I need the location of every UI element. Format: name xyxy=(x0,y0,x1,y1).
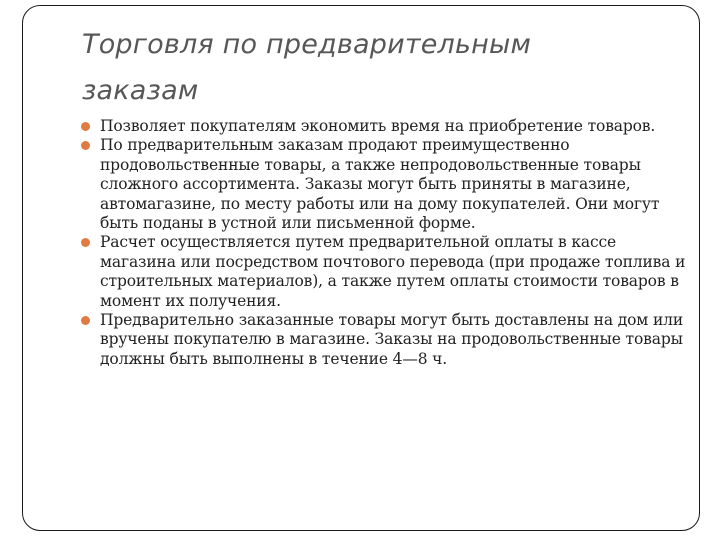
bullet-text: Позволяет покупателям экономить время на приобретение товаров. xyxy=(100,117,656,135)
bullet-item xyxy=(100,311,690,369)
bullet-text: По предварительным заказам продают преимущественно продовольственные товары, а также непродовольственные товары сложного ассортимента. Заказы могут быть приняты в магазине, автомагазине, по месту работы или на дому покупателей. Они могут быть поданы в устной или письменной форме. xyxy=(100,136,660,233)
bullet-text: Предварительно заказанные товары могут быть доставлены на дом или вручены покупателю в магазине. Заказы на продовольственные товары должны быть выполнены в течение 4—8 ч. xyxy=(100,311,684,368)
bullet-item xyxy=(100,117,690,136)
bullet-item xyxy=(100,136,690,233)
bullet-item xyxy=(100,233,690,311)
bullet-text: Расчет осуществляется путем предварительной оплаты в кассе магазина или посредством почтового перевода (при продаже топлива и строительных материалов), а также путем оплаты стоимости товаров в момент их получения. xyxy=(100,233,686,310)
bullet-list xyxy=(100,117,690,369)
bullet-dot-icon xyxy=(81,122,90,131)
slide-title: Торговля по предварительным заказам xyxy=(82,29,532,106)
bullet-dot-icon xyxy=(81,316,90,325)
